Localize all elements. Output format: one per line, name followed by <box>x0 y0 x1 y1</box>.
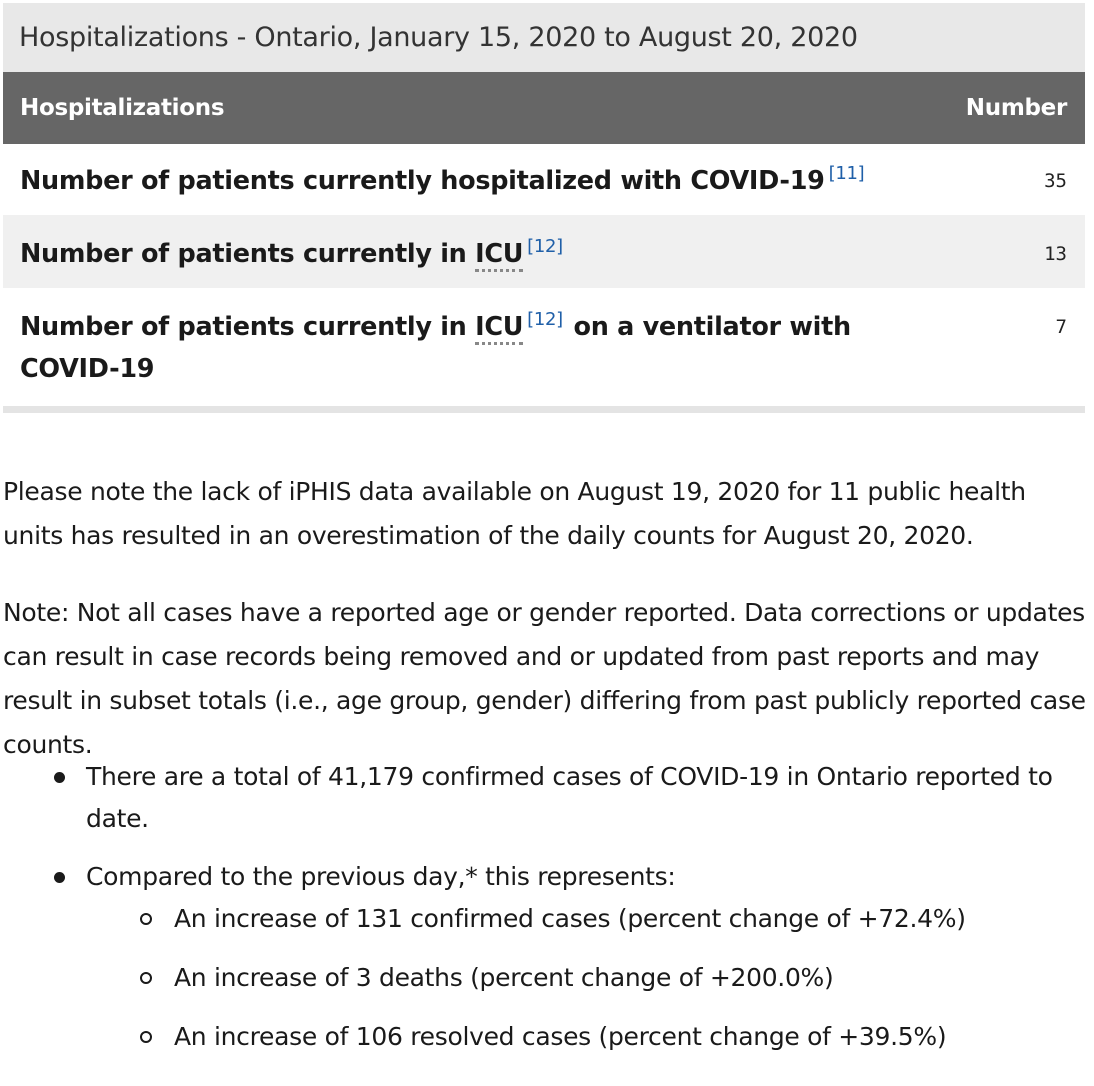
row-value: 7 <box>1055 316 1067 338</box>
header-hospitalizations: Hospitalizations <box>20 95 225 121</box>
table-row <box>3 144 1085 215</box>
row-value: 13 <box>1044 243 1067 265</box>
table-caption: Hospitalizations - Ontario, January 15, 2020 to August 20, 2020 <box>3 3 1085 72</box>
list-item: There are a total of 41,179 confirmed cases of COVID-19 in Ontario reported to date. <box>86 756 1088 840</box>
row-value: 35 <box>1044 170 1067 192</box>
row-label-text: Number of patients currently in <box>20 239 467 269</box>
table-header <box>3 72 1085 144</box>
row-label-text: Number of patients currently in <box>20 312 467 342</box>
hospitalizations-table <box>3 3 1085 413</box>
footnote-link[interactable]: [11] <box>828 163 865 184</box>
data-note-paragraph: Note: Not all cases have a reported age or gender reported. Data corrections or updates can result in case records being removed and or updated from past reports and may result in subset totals (i.e., age group, gender) differing from past publicly reported case counts. <box>3 598 1086 759</box>
table-row <box>3 215 1085 288</box>
table-bottom-border <box>3 406 1085 413</box>
list-item <box>86 856 1088 1058</box>
footnote-link[interactable]: [12] <box>527 236 563 257</box>
header-number: Number <box>965 95 1067 121</box>
row-label <box>20 233 565 275</box>
sublist-item: An increase of 131 confirmed cases (percent change of +72.4%) <box>174 898 1088 940</box>
sublist-item: An increase of 106 resolved cases (percent change of +39.5%) <box>174 1016 1088 1058</box>
icu-abbreviation[interactable]: ICU <box>475 239 523 272</box>
iphis-notice-paragraph: Please note the lack of iPHIS data available on August 19, 2020 for 11 public health units has resulted in an overestimation of the daily counts for August 20, 2020. <box>3 477 1026 550</box>
sublist-item: An increase of 3 deaths (percent change of +200.0%) <box>174 957 1088 999</box>
comparison-sublist <box>86 898 1088 1058</box>
compared-text: Compared to the previous day,* this represents: <box>86 862 676 891</box>
row-label-text: Number of patients currently hospitalized with COVID-19 <box>20 166 825 196</box>
footnote-link[interactable]: [12] <box>527 309 563 330</box>
row-label-suffix: on a ventilator with COVID-19 <box>20 312 851 384</box>
table-row <box>3 288 1085 406</box>
row-label <box>20 160 866 202</box>
summary-list <box>3 756 1088 1075</box>
row-label <box>20 306 930 390</box>
icu-abbreviation[interactable]: ICU <box>475 312 523 345</box>
